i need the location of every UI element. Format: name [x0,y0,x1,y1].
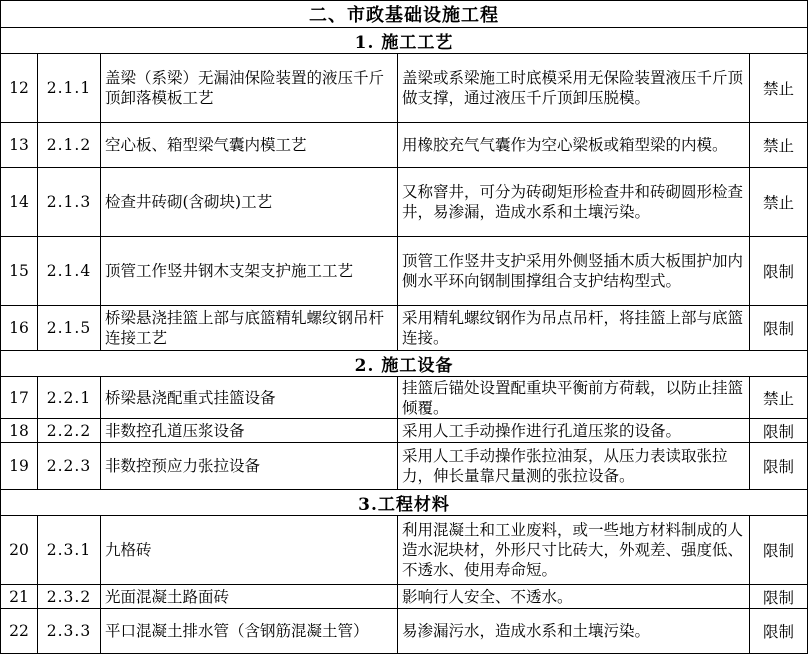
table-row [1,237,808,306]
row-number: 16 [1,306,38,351]
section-heading-materials: 3.工程材料 [1,490,808,516]
row-number: 21 [1,585,38,609]
section-heading-equipment: 2. 施工设备 [1,351,808,377]
section-heading-process: 1. 施工工艺 [1,28,808,54]
item-name: 顶管工作竖井钢木支架支护施工工艺 [101,237,398,306]
item-name: 空心板、箱型梁气囊内模工艺 [101,123,398,168]
item-code: 2.3.1 [38,516,101,585]
row-number: 17 [1,377,38,419]
table-row [1,585,808,609]
item-code: 2.1.1 [38,54,101,123]
item-name: 平口混凝土排水管（含钢筋混凝土管） [101,609,398,654]
item-name: 九格砖 [101,516,398,585]
table-title: 二、市政基础设施工程 [1,1,808,28]
item-name: 检查井砖砌(含砌块)工艺 [101,168,398,237]
row-number: 15 [1,237,38,306]
item-name: 光面混凝土路面砖 [101,585,398,609]
item-code: 2.2.1 [38,377,101,419]
item-description: 用橡胶充气气囊作为空心梁板或箱型梁的内模。 [398,123,750,168]
item-description: 采用人工手动操作张拉油泵，从压力表读取张拉力，伸长量靠尺量测的张拉设备。 [398,443,750,490]
item-code: 2.3.2 [38,585,101,609]
item-code: 2.1.2 [38,123,101,168]
row-number: 19 [1,443,38,490]
item-description: 又称窨井，可分为砖砌矩形检查井和砖砌圆形检查井，易渗漏，造成水系和土壤污染。 [398,168,750,237]
item-description: 利用混凝土和工业废料，或一些地方材料制成的人造水泥块材，外形尺寸比砖大，外观差、强度低、不透水、使用寿命短。 [398,516,750,585]
item-description: 挂篮后锚处设置配重块平衡前方荷载，以防止挂篮倾覆。 [398,377,750,419]
status-cell: 限制 [750,443,808,490]
item-code: 2.3.3 [38,609,101,654]
item-code: 2.2.3 [38,443,101,490]
item-description: 采用人工手动操作进行孔道压浆的设备。 [398,419,750,443]
table-row [1,123,808,168]
item-code: 2.2.2 [38,419,101,443]
status-cell: 限制 [750,306,808,351]
table-row [1,306,808,351]
status-cell: 禁止 [750,123,808,168]
item-name: 桥梁悬浇配重式挂篮设备 [101,377,398,419]
item-name: 盖梁（系梁）无漏油保险装置的液压千斤顶卸落模板工艺 [101,54,398,123]
item-code: 2.1.4 [38,237,101,306]
row-number: 12 [1,54,38,123]
table-row [1,377,808,419]
item-description: 顶管工作竖井支护采用外侧竖插木质大板围护加内侧水平环向钢制围撑组合支护结构型式。 [398,237,750,306]
item-code: 2.1.5 [38,306,101,351]
table-row [1,54,808,123]
status-cell: 禁止 [750,377,808,419]
row-number: 13 [1,123,38,168]
table-row [1,443,808,490]
row-number: 22 [1,609,38,654]
item-code: 2.1.3 [38,168,101,237]
table-row [1,609,808,654]
item-name: 非数控孔道压浆设备 [101,419,398,443]
status-cell: 限制 [750,419,808,443]
status-cell: 限制 [750,585,808,609]
status-cell: 禁止 [750,168,808,237]
row-number: 18 [1,419,38,443]
table-row [1,516,808,585]
item-description: 易渗漏污水，造成水系和土壤污染。 [398,609,750,654]
item-description: 盖梁或系梁施工时底模采用无保险装置液压千斤顶做支撑，通过液压千斤顶卸压脱模。 [398,54,750,123]
row-number: 14 [1,168,38,237]
row-number: 20 [1,516,38,585]
item-name: 非数控预应力张拉设备 [101,443,398,490]
table-row [1,168,808,237]
item-description: 影响行人安全、不透水。 [398,585,750,609]
status-cell: 限制 [750,609,808,654]
status-cell: 禁止 [750,54,808,123]
table-row [1,419,808,443]
item-description: 采用精轧螺纹钢作为吊点吊杆，将挂篮上部与底篮连接。 [398,306,750,351]
item-name: 桥梁悬浇挂篮上部与底篮精轧螺纹钢吊杆连接工艺 [101,306,398,351]
status-cell: 限制 [750,516,808,585]
status-cell: 限制 [750,237,808,306]
